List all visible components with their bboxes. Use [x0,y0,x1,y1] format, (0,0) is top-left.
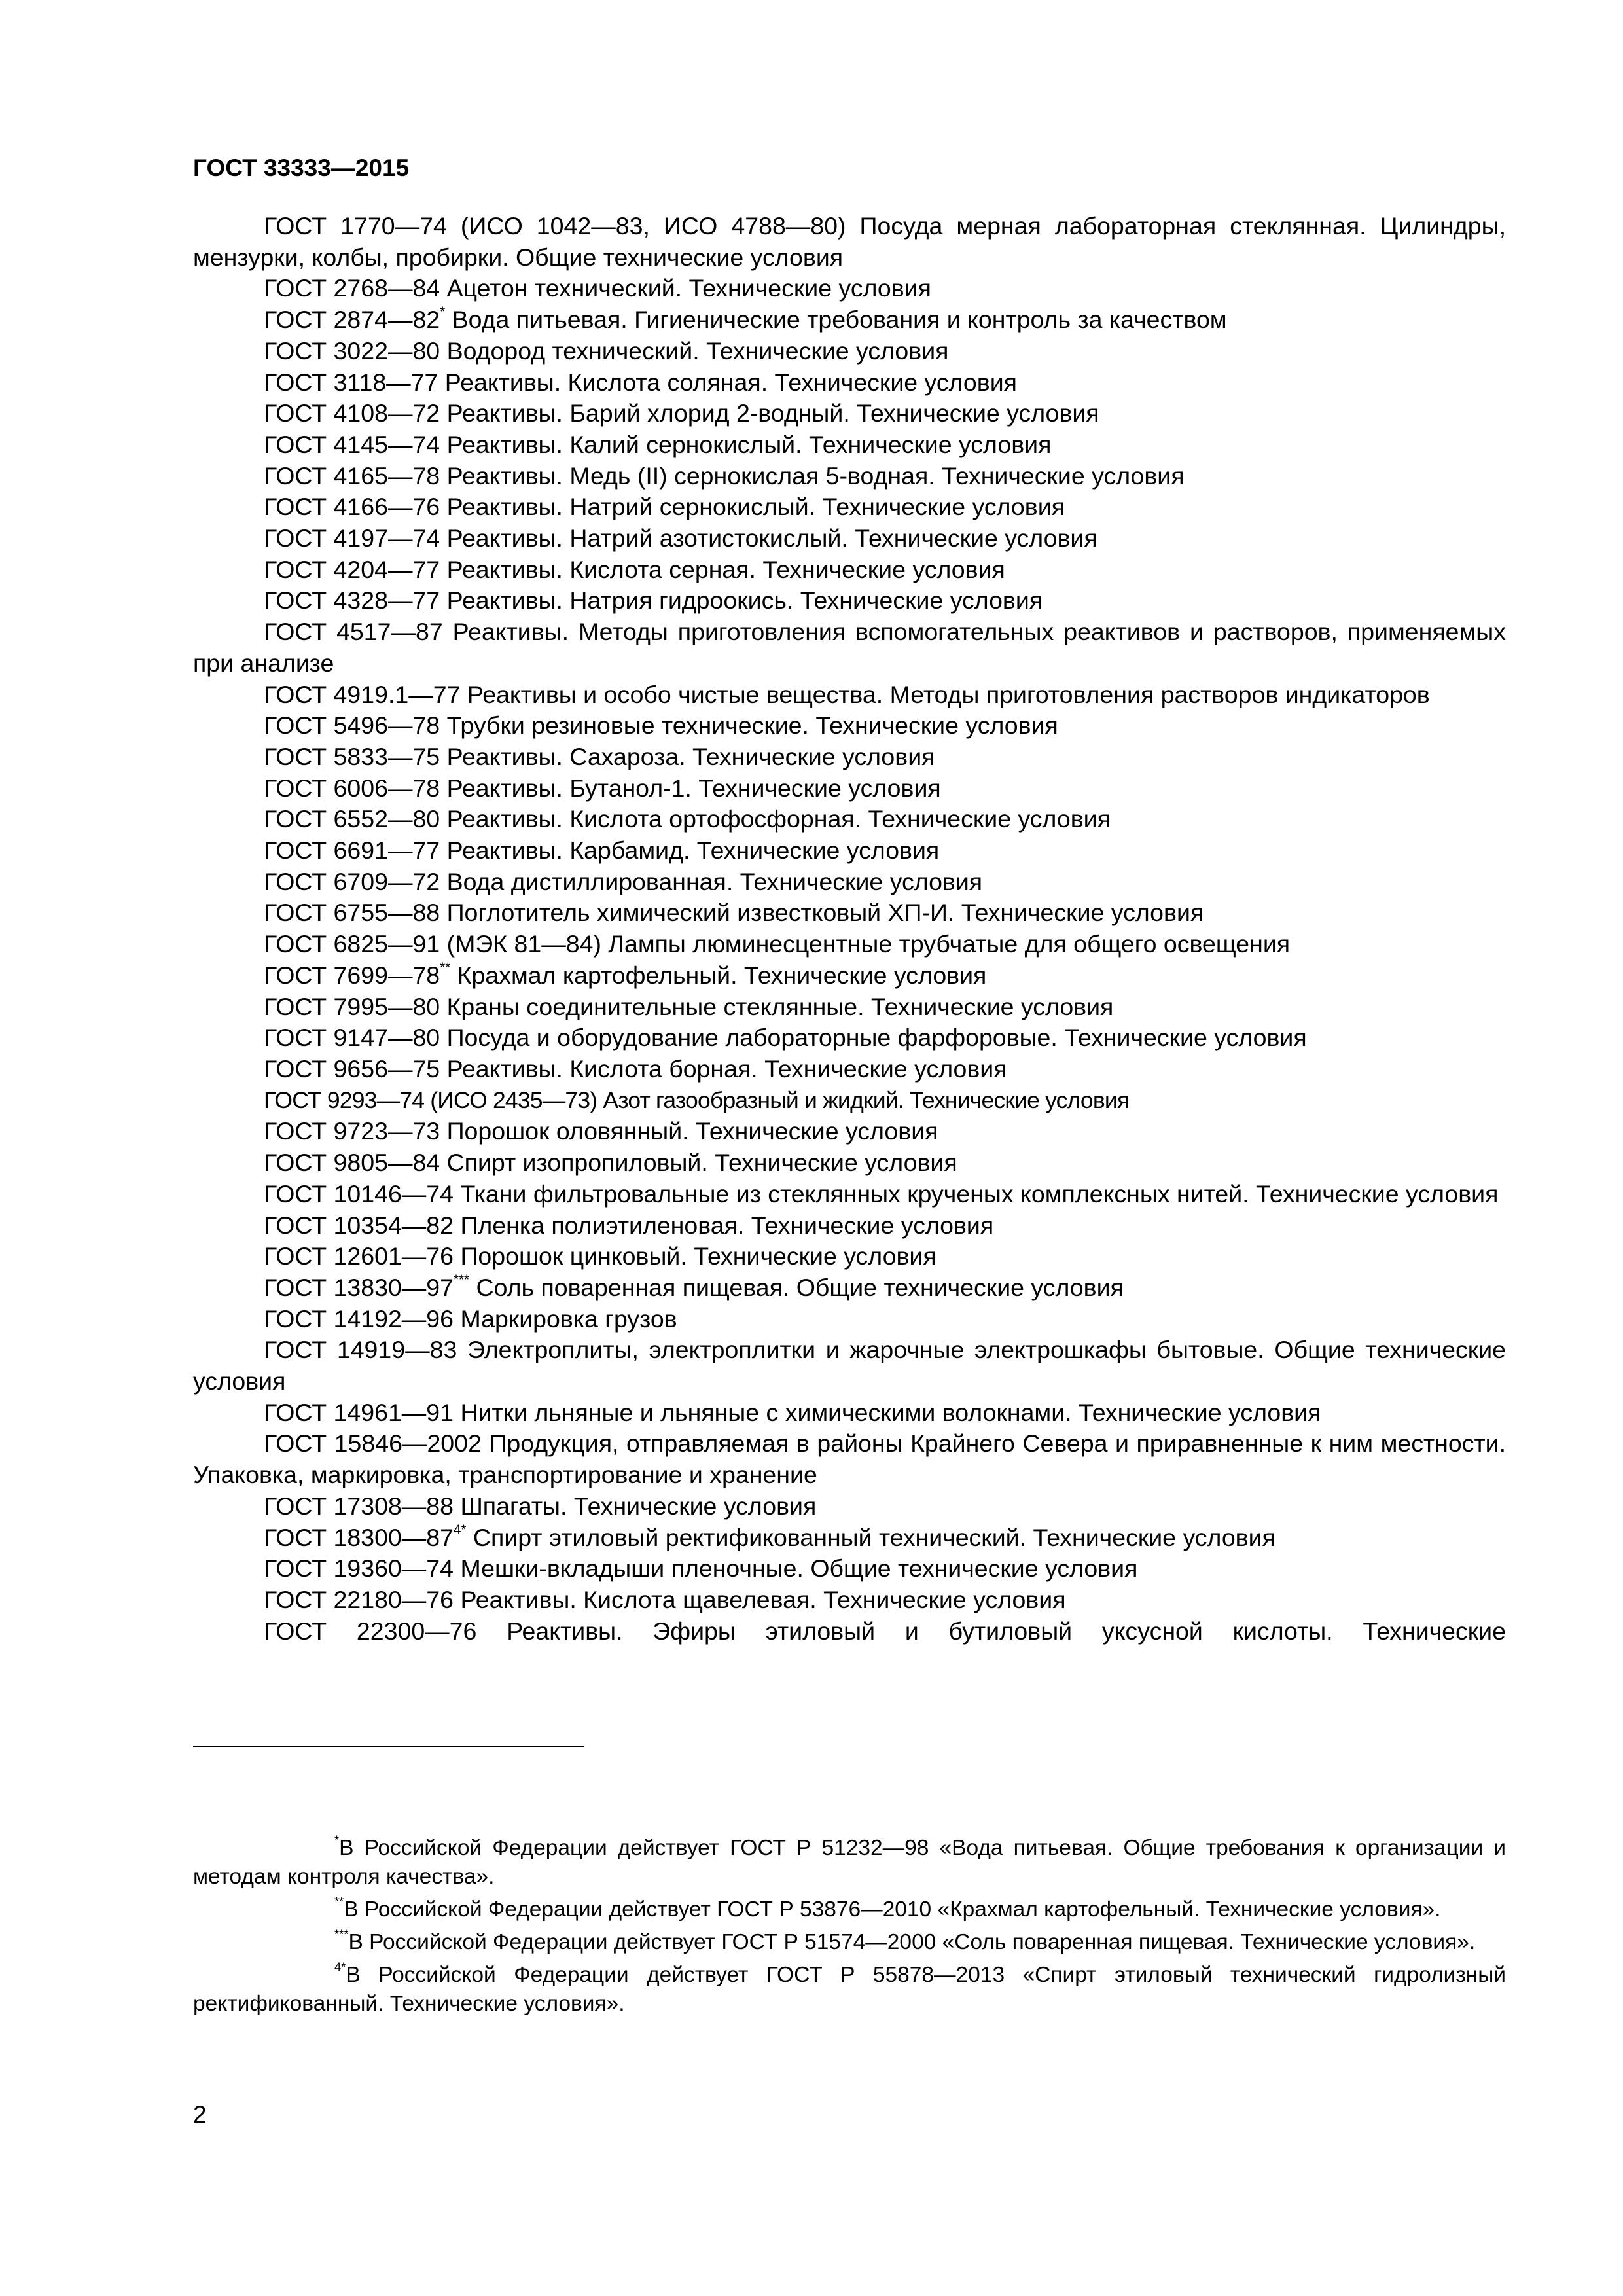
reference-text: ГОСТ 4517—87 Реактивы. Методы приготовления вспомогательных реактивов и растворов, применяемых при анализе [193,618,1506,677]
reference-text: ГОСТ 14961—91 Нитки льняные и льняные с химическими волокнами. Технические условия [264,1398,1321,1426]
reference-item [193,492,1506,523]
reference-item [193,804,1506,835]
reference-text: ГОСТ 22300—76 Реактивы. Эфиры этиловый и бутиловый уксусной кислоты. Технические [264,1617,1506,1645]
reference-item [193,1585,1506,1616]
reference-text: ГОСТ 2874—82 [264,306,440,334]
reference-text: ГОСТ 3118—77 Реактивы. Кислота соляная. Технические условия [264,368,1017,396]
reference-item [193,1522,1506,1554]
reference-text: ГОСТ 6552—80 Реактивы. Кислота ортофосфорная. Технические условия [264,805,1111,833]
reference-item [193,897,1506,929]
reference-item [193,742,1506,773]
reference-text: ГОСТ 15846—2002 Продукция, отправляемая в районы Крайнего Севера и приравненные к ним местности. Упаковка, маркировка, транспортирование и хранение [193,1429,1506,1489]
reference-text: ГОСТ 13830—97 [264,1273,454,1301]
reference-item [193,429,1506,461]
reference-text: ГОСТ 7995—80 Краны соединительные стеклянные. Технические условия [264,992,1114,1020]
reference-item [193,367,1506,399]
footnote-marker: 4* [454,1521,467,1537]
footnote-marker-slot [264,1961,346,1990]
reference-item [193,617,1506,679]
reference-item [193,1397,1506,1429]
reference-item [193,1210,1506,1242]
reference-text: ГОСТ 2768—84 Ацетон технический. Технические условия [264,274,931,302]
reference-text: ГОСТ 9147—80 Посуда и оборудование лабораторные фарфоровые. Технические условия [264,1024,1307,1052]
reference-text: ГОСТ 7699—78 [264,961,440,989]
footnote [193,1928,1506,1957]
reference-text: ГОСТ 6709—72 Вода дистиллированная. Технические условия [264,867,983,895]
reference-item [193,523,1506,554]
reference-item [193,211,1506,273]
reference-text: ГОСТ 6691—77 Реактивы. Карбамид. Технические условия [264,836,940,865]
footnote-text: В Российской Федерации действует ГОСТ Р 51574—2000 «Соль поваренная пищевая. Технические условия». [348,1930,1476,1954]
reference-item [193,1116,1506,1147]
reference-item [193,398,1506,429]
footnote [193,1961,1506,2018]
footnote-marker-slot [264,1895,344,1924]
reference-item [193,461,1506,492]
reference-text: ГОСТ 17308—88 Шпагаты. Технические условия [264,1492,817,1520]
footnote-marker: 4* [334,1960,346,1974]
footnote [193,1834,1506,1892]
reference-title: Спирт этиловый ректификованный технический. Технические условия [466,1523,1275,1551]
reference-item [193,867,1506,898]
reference-text: ГОСТ 14919—83 Электроплиты, электроплитки и жарочные электрошкафы бытовые. Общие технические условия [193,1336,1506,1395]
reference-item [193,1241,1506,1272]
footnote-marker-slot [264,1928,349,1957]
footnote-separator [193,1746,584,1747]
normative-references-list [193,211,1506,1647]
reference-text: ГОСТ 4108—72 Реактивы. Барий хлорид 2-водный. Технические условия [264,399,1099,427]
reference-item [193,554,1506,586]
reference-text: ГОСТ 9656—75 Реактивы. Кислота борная. Технические условия [264,1054,1007,1083]
reference-text: ГОСТ 9805—84 Спирт изопропиловый. Технические условия [264,1149,957,1177]
reference-item [193,1054,1506,1085]
footnote-marker: * [440,304,446,319]
reference-text: ГОСТ 19360—74 Мешки-вкладыши пленочные. Общие технические условия [264,1554,1138,1583]
reference-item [193,585,1506,617]
reference-text: ГОСТ 4919.1—77 Реактивы и особо чистые вещества. Методы приготовления растворов индикаторов [264,680,1430,708]
reference-item [193,773,1506,804]
reference-item [193,1179,1506,1210]
reference-text: ГОСТ 5496—78 Трубки резиновые технические. Технические условия [264,711,1058,740]
reference-text: ГОСТ 10354—82 Пленка полиэтиленовая. Технические условия [264,1211,994,1239]
reference-text: ГОСТ 9723—73 Порошок оловянный. Технические условия [264,1117,938,1145]
reference-title: Соль поваренная пищевая. Общие технические условия [469,1273,1124,1301]
reference-text: ГОСТ 4197—74 Реактивы. Натрий азотистокислый. Технические условия [264,524,1097,552]
reference-item [193,1491,1506,1522]
reference-text: ГОСТ 4328—77 Реактивы. Натрия гидроокись. Технические условия [264,586,1043,615]
footnote-text: В Российской Федерации действует ГОСТ Р 55878—2013 «Спирт этиловый технический гидролизный ректификованный. Технические условия». [193,1963,1506,2016]
footnote-text: В Российской Федерации действует ГОСТ Р 53876—2010 «Крахмал картофельный. Технические условия». [344,1897,1441,1922]
reference-item [193,1616,1506,1647]
footnote-marker: *** [334,1927,349,1941]
footnote-marker: *** [454,1272,470,1287]
reference-text: ГОСТ 4145—74 Реактивы. Калий сернокислый. Технические условия [264,430,1052,458]
reference-item [193,710,1506,742]
footnote-marker: * [334,1833,340,1847]
reference-title: Крахмал картофельный. Технические условия [450,961,987,989]
reference-text: ГОСТ 22180—76 Реактивы. Кислота щавелевая. Технические условия [264,1585,1066,1613]
reference-text: ГОСТ 3022—80 Водород технический. Технические условия [264,336,949,365]
reference-text: ГОСТ 5833—75 Реактивы. Сахароза. Технические условия [264,742,935,770]
reference-text: ГОСТ 6825—91 (МЭК 81—84) Лампы люминесцентные трубчатые для общего освещения [264,930,1291,958]
reference-item [193,1553,1506,1585]
reference-item [193,1147,1506,1179]
reference-text: ГОСТ 6755—88 Поглотитель химический известковый ХП-И. Технические условия [264,899,1204,927]
reference-item [193,1428,1506,1490]
document-header: ГОСТ 33333—2015 [193,154,410,181]
reference-text: ГОСТ 12601—76 Порошок цинковый. Технические условия [264,1242,936,1270]
reference-title: Вода питьевая. Гигиенические требования и контроль за качеством [445,306,1227,334]
footnote [193,1895,1506,1924]
reference-item [193,336,1506,367]
page-number: 2 [193,2101,207,2128]
footnote-marker: ** [440,960,451,975]
reference-text: ГОСТ 9293—74 (ИСО 2435—73) Азот газообразный и жидкий. Технические условия [264,1086,1130,1113]
reference-item [193,1272,1506,1304]
reference-text: ГОСТ 1770—74 (ИСО 1042—83, ИСО 4788—80) Посуда мерная лабораторная стеклянная. Цилиндры, мензурки, колбы, пробирки. Общие технические условия [193,212,1506,271]
footnote-text: В Российской Федерации действует ГОСТ Р 51232—98 «Вода питьевая. Общие требования к организации и методам контроля качества». [193,1836,1506,1889]
reference-item [193,1022,1506,1054]
reference-item [193,960,1506,992]
reference-item [193,1085,1506,1117]
footnote-marker-slot [264,1834,339,1863]
reference-item [193,1335,1506,1397]
footnote-marker: ** [334,1894,344,1909]
reference-text: ГОСТ 4204—77 Реактивы. Кислота серная. Технические условия [264,555,1005,583]
reference-item [193,304,1506,336]
reference-item [193,1304,1506,1335]
reference-item [193,929,1506,960]
reference-text: ГОСТ 14192—96 Маркировка грузов [264,1304,677,1333]
reference-text: ГОСТ 10146—74 Ткани фильтровальные из стеклянных крученых комплексных нитей. Технические условия [264,1179,1499,1208]
reference-item [193,835,1506,867]
reference-item [193,992,1506,1023]
reference-text: ГОСТ 18300—87 [264,1523,454,1551]
footnotes [193,1834,1506,2022]
reference-text: ГОСТ 4165—78 Реактивы. Медь (II) сернокислая 5-водная. Технические условия [264,461,1185,490]
reference-item [193,273,1506,304]
reference-item [193,679,1506,711]
reference-text: ГОСТ 6006—78 Реактивы. Бутанол-1. Технические условия [264,774,941,802]
reference-text: ГОСТ 4166—76 Реактивы. Натрий сернокислый. Технические условия [264,493,1065,521]
